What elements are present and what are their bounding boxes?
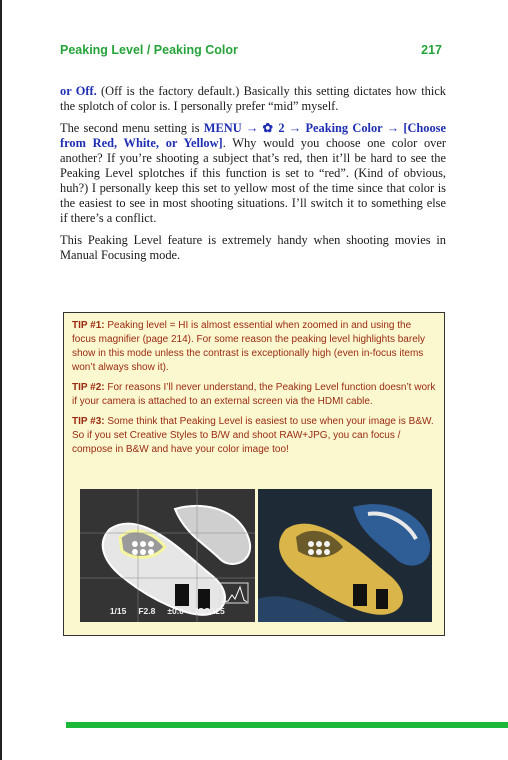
- exposure-comp: ±0.0: [167, 606, 184, 616]
- tip-2-text: For reasons I’ll never understand, the Peaking Level function doesn’t work if your camera is attached to an external screen via the HDMI cable.: [72, 382, 436, 407]
- page-edge-rule: [0, 0, 2, 760]
- aperture-value: F2.8: [138, 606, 156, 616]
- tip-3-label: TIP #3:: [72, 416, 105, 427]
- iso-value: ISO125: [195, 606, 225, 616]
- tip-1-label: TIP #1:: [72, 320, 105, 331]
- tip-1: [72, 319, 436, 375]
- off-term: or Off.: [60, 84, 97, 98]
- tip-1-text: Peaking level = HI is almost essential when zoomed in and using the focus magnifier (page 214). For some reason the peaking level highlights barely show in this mode unless the contrast is exceptionally high (even in-focus items won’t always show it).: [72, 320, 425, 373]
- tip-3-text: Some think that Peaking Level is easiest to use when your image is B&W. So if you set Creative Styles to B/W and shoot RAW+JPG, you can focus / compose in B&W and have your color image too!: [72, 416, 434, 455]
- color-shoe-image: [258, 489, 433, 622]
- camera-readout: [80, 604, 255, 618]
- bw-peaking-photo: [80, 489, 255, 622]
- color-shoe-photo: [258, 489, 433, 622]
- body-text: [60, 84, 446, 270]
- shutter-speed: 1/15: [109, 606, 127, 616]
- bw-shoe-image: [80, 489, 255, 622]
- page-number: 217: [421, 43, 442, 57]
- paragraph-2-text: . Why would you choose one color over another? If you’re shooting a subject that’s red, then it’ll be hard to see the Peaking Level splotches if this function is set to “red”. (Kind of obvious, huh?) I personally keep this set to yellow most of the time since that color is the easiest to see in most shooting situations. I’ll switch it to something else if there’s a conflict.: [60, 136, 446, 225]
- menu-term: MENU: [203, 121, 242, 135]
- tip-2-label: TIP #2:: [72, 382, 105, 393]
- photo-pair: [80, 489, 432, 622]
- tip-2: [72, 381, 436, 409]
- gear-icon: ✿: [262, 121, 275, 135]
- arrow-right-icon: →: [241, 121, 263, 135]
- paragraph-2: [60, 121, 446, 226]
- running-header: [60, 43, 442, 57]
- paragraph-1: [60, 84, 446, 114]
- footer-rule: [66, 722, 508, 728]
- paragraph-3: This Peaking Level feature is extremely handy when shooting movies in Manual Focusing mode.: [60, 233, 446, 262]
- tip-box: [63, 312, 445, 636]
- paragraph-2-intro: The second menu setting is: [60, 121, 204, 135]
- section-title: Peaking Level / Peaking Color: [60, 43, 238, 57]
- paragraph-1-text: (Off is the factory default.) Basically this setting dictates how thick the splotch of color is. I personally prefer “mid” myself.: [60, 84, 447, 113]
- tip-3: [72, 415, 436, 457]
- menu-path: 2 → Peaking Color → [Choose from Red, White, or Yellow]: [60, 121, 447, 150]
